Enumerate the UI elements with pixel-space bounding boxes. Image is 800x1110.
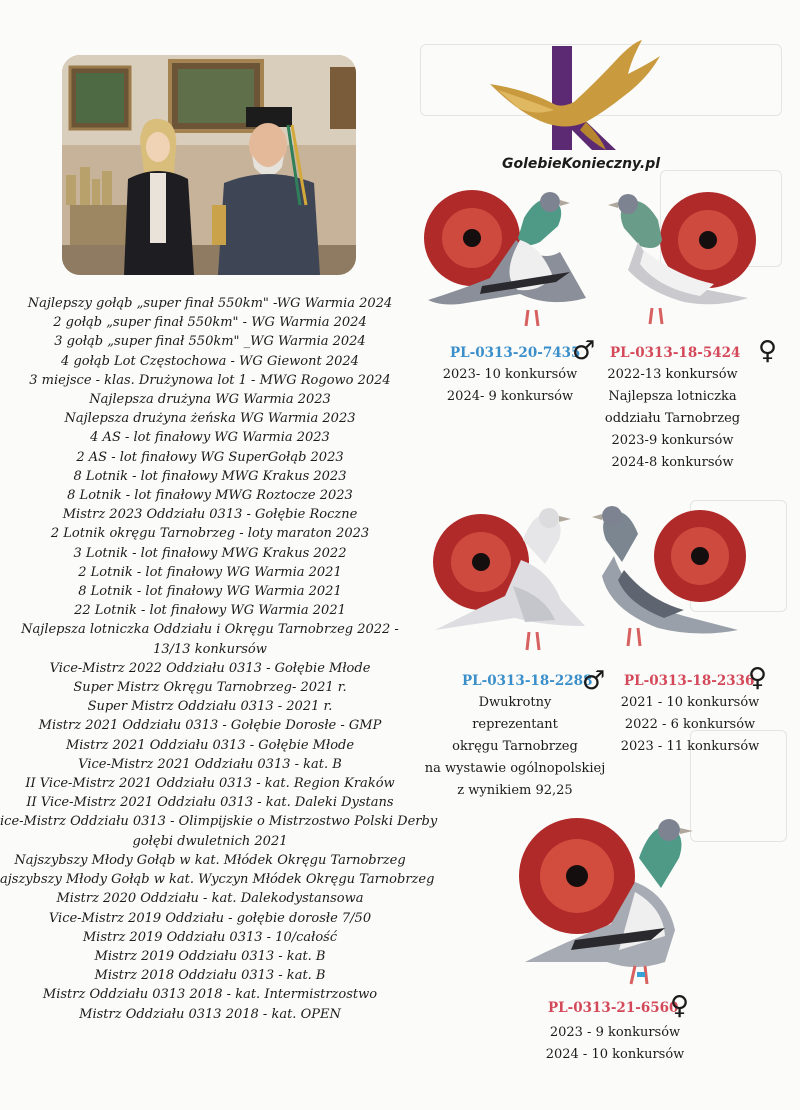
detail-line: 2021 - 10 konkursów	[620, 695, 760, 710]
detail-line: okręgu Tarnobrzeg	[452, 739, 578, 754]
male-symbol: ♂	[582, 666, 606, 696]
detail-line: reprezentant	[472, 717, 558, 732]
achievement-item: 8 Lotnik - lot finałowy WG Warmia 2021	[78, 584, 342, 600]
achievement-item: Vice-Mistrz 2021 Oddziału 0313 - kat. B	[78, 756, 342, 772]
achievement-item: 13/13 konkursów	[153, 641, 267, 657]
female-symbol: ♀	[748, 663, 768, 693]
achievement-item: 8 Lotnik - lot finałowy MWG Roztocze 2023	[67, 488, 353, 504]
achievement-item: Mistrz 2019 Oddziału 0313 - kat. B	[94, 948, 326, 964]
ring-number-2336: PL-0313-18-2336	[624, 673, 755, 689]
detail-line: 2024 - 10 konkursów	[545, 1047, 685, 1062]
achievement-item: Mistrz 2023 Oddziału 0313 - Gołębie Roczne	[62, 507, 358, 523]
pigeon-photo-7435	[420, 180, 595, 335]
detail-line: Najlepsza lotniczka	[608, 389, 737, 404]
achievement-item: 2 AS - lot finałowy WG SuperGołąb 2023	[76, 449, 344, 465]
ring-number-2288: PL-0313-18-2288	[462, 673, 593, 689]
achievement-item: 3 Lotnik - lot finałowy MWG Krakus 2022	[73, 545, 347, 561]
achievement-item: ajszybszy Młody Gołąb w kat. Wyczyn Młódek Okręgu Tarnobrzeg	[0, 872, 435, 888]
achievement-item: Najszybszy Młody Gołąb w kat. Młódek Okręgu Tarnobrzeg	[14, 852, 406, 868]
pigeon-6560-details	[530, 1022, 700, 1066]
achievement-item: 2 gołąb „super finał 550km" - WG Warmia 2024	[53, 315, 367, 331]
detail-line: 2024- 9 konkursów	[446, 389, 574, 404]
pigeon-2288-details	[420, 692, 610, 802]
breeders-photo	[62, 55, 356, 275]
pigeon-2336-details	[610, 692, 770, 758]
achievement-item: 3 miejsce - klas. Drużynowa lot 1 - MWG Rogowo 2024	[29, 372, 391, 388]
achievement-item: 22 Lotnik - lot finałowy WG Warmia 2021	[74, 603, 346, 619]
achievement-item: 8 Lotnik - lot finałowy MWG Krakus 2023	[73, 468, 347, 484]
achievement-item: Vice-Mistrz 2019 Oddziału - gołębie dorosłe 7/50	[48, 910, 372, 926]
achievement-item: Najlepszy gołąb „super finał 550km" -WG Warmia 2024	[27, 296, 393, 311]
achievement-item: ice-Mistrz Oddziału 0313 - Olimpijskie o Mistrzostwo Polski Derby	[0, 814, 438, 830]
achievement-item: 4 gołąb Lot Częstochowa - WG Giewont 2024	[61, 353, 359, 369]
ring-number-7435: PL-0313-20-7435	[450, 345, 581, 361]
detail-line: 2023 - 11 konkursów	[620, 739, 760, 754]
achievement-item: gołębi dwuletnich 2021	[132, 833, 288, 849]
achievement-item: Mistrz Oddziału 0313 2018 - kat. OPEN	[79, 1006, 341, 1022]
detail-line: Dwukrotny	[478, 695, 552, 710]
pigeon-photo-6560	[515, 812, 705, 992]
pigeon-photo-2336	[588, 500, 753, 660]
pigeon-photo-2288	[425, 500, 590, 660]
pigeon-5424-details	[590, 364, 755, 474]
achievement-item: Mistrz 2021 Oddziału 0313 - Gołębie Młode	[65, 737, 355, 753]
achievement-item: Vice-Mistrz 2022 Oddziału 0313 - Gołębie Młode	[49, 660, 371, 676]
achievement-item: Mistrz 2018 Oddziału 0313 - kat. B	[94, 968, 326, 984]
female-symbol: ♀	[670, 991, 690, 1021]
achievement-item: Najlepsza drużyna WG Warmia 2023	[89, 392, 331, 408]
achievement-item: Najlepsza lotniczka Oddziału i Okręgu Tarnobrzeg 2022 -	[21, 622, 399, 638]
achievement-item: Najlepsza drużyna żeńska WG Warmia 2023	[64, 411, 356, 427]
detail-line: 2022 - 6 konkursów	[624, 717, 756, 732]
detail-line: z wynikiem 92,25	[457, 783, 573, 798]
detail-line: na wystawie ogólnopolskiej	[424, 761, 606, 776]
detail-line: 2023-9 konkursów	[611, 433, 734, 448]
achievement-item: Super Mistrz Okręgu Tarnobrzeg- 2021 r.	[73, 680, 347, 696]
achievement-item: Mistrz 2020 Oddziału - kat. Dalekodystansowa	[56, 891, 364, 907]
detail-line: 2023 - 9 konkursów	[549, 1025, 681, 1040]
achievement-item: 4 AS - lot finałowy WG Warmia 2023	[90, 430, 330, 446]
ring-number-5424: PL-0313-18-5424	[610, 345, 741, 361]
achievement-item: 2 Lotnik okręgu Tarnobrzeg - loty maraton 2023	[50, 526, 370, 542]
achievement-item: Mistrz Oddziału 0313 2018 - kat. Intermistrzostwo	[42, 987, 378, 1003]
detail-line: 2024-8 konkursów	[611, 455, 734, 470]
achievement-item: Mistrz 2021 Oddziału 0313 - Gołębie Dorosłe - GMP	[38, 718, 382, 734]
achievement-item: 3 gołąb „super finał 550km" _WG Warmia 2024	[54, 334, 366, 350]
male-symbol: ♂	[572, 336, 596, 366]
female-symbol: ♀	[758, 336, 778, 366]
achievement-item: Mistrz 2019 Oddziału 0313 - 10/całość	[82, 929, 338, 945]
achievement-item: 2 Lotnik - lot finałowy WG Warmia 2021	[78, 564, 342, 580]
detail-line: 2023- 10 konkursów	[442, 367, 578, 382]
ring-number-6560: PL-0313-21-6560	[548, 1000, 679, 1016]
achievement-item: II Vice-Mistrz 2021 Oddziału 0313 - kat. Daleki Dystans	[26, 795, 394, 811]
achievement-item: Super Mistrz Oddziału 0313 - 2021 r.	[87, 699, 333, 715]
detail-line: oddziału Tarnobrzeg	[604, 411, 741, 426]
brand-name: GolebieKonieczny.pl	[501, 156, 661, 172]
detail-line: 2022-13 konkursów	[607, 367, 738, 382]
pigeon-7435-details	[430, 364, 590, 408]
achievements-list	[0, 294, 438, 1024]
pigeon-photo-5424	[588, 180, 763, 335]
achievement-item: II Vice-Mistrz 2021 Oddziału 0313 - kat. Region Kraków	[25, 776, 395, 792]
